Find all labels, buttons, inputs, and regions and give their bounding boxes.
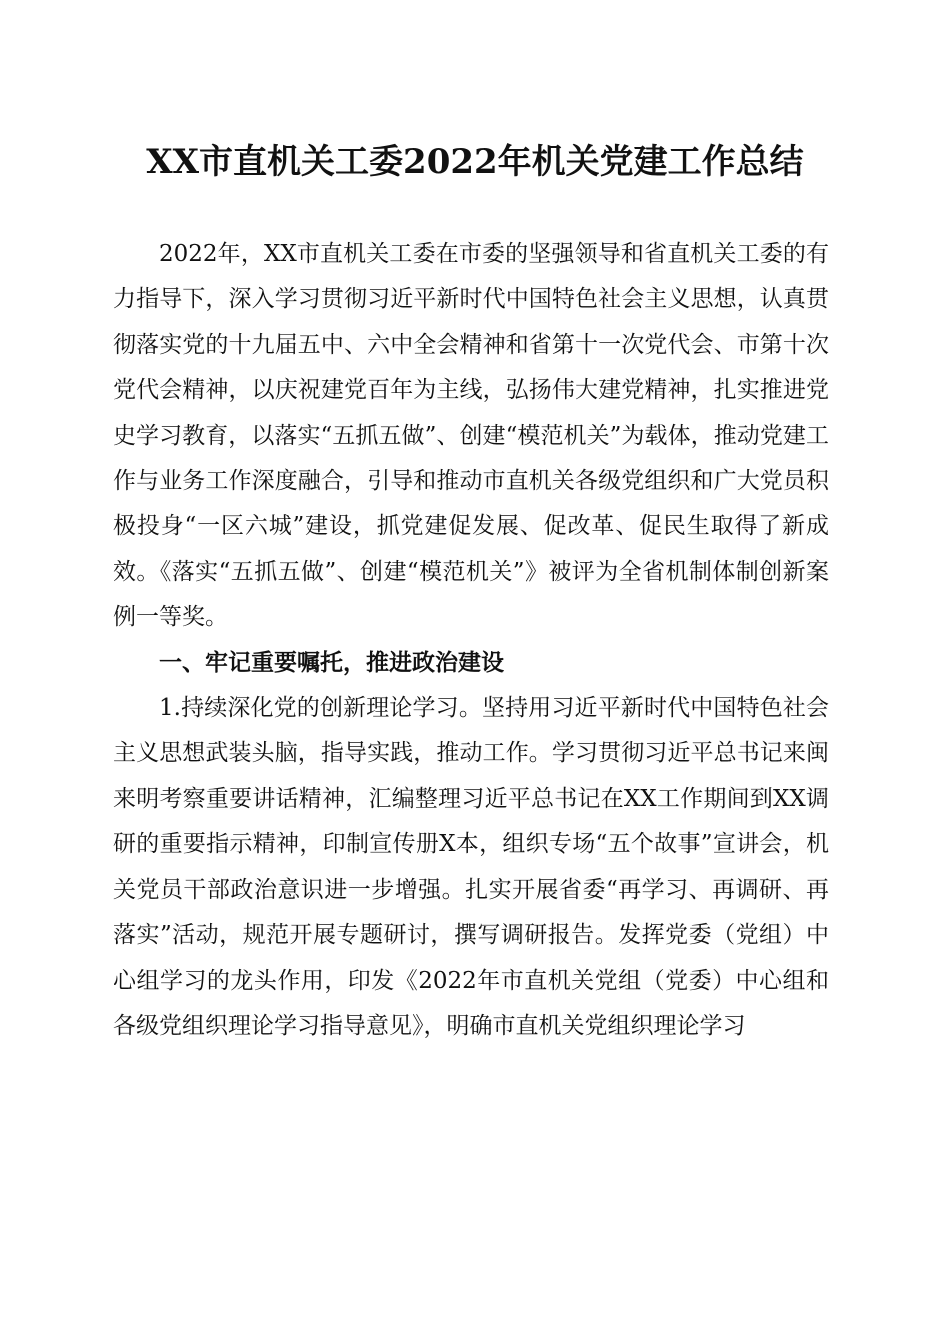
section-item-paragraph: 1.持续深化党的创新理论学习。坚持用习近平新时代中国特色社会主义思想武装头脑，指导实践，推动工作。学习贯彻习近平总书记来闽来明考察重要讲话精神，汇编整理习近平总书记在XX工作期间到XX调研的重要指示精神，印制宣传册X本，组织专场“五个故事”宣讲会，机关党员干部政治意识进一步增强。扎实开展省委“再学习、再调研、再落实”活动，规范开展专题研讨，撰写调研报告。发挥党委（党组）中心组学习的龙头作用，印发《2022年市直机关党组（党委）中心组和各级党组织理论学习指导意见》，明确市直机关党组织理论学习	[113, 695, 829, 1039]
intro-paragraph: 2022年，XX市直机关工委在市委的坚强领导和省直机关工委的有力指导下，深入学习贯彻习近平新时代中国特色社会主义思想，认真贯彻落实党的十九届五中、六中全会精神和省第十一次党代会、市第十次党代会精神，以庆祝建党百年为主线，弘扬伟大建党精神，扎实推进党史学习教育，以落实“五抓五做”、创建“模范机关”为载体，推动党建工作与业务工作深度融合，引导和推动市直机关各级党组织和广大党员积极投身“一区六城”建设，抓党建促发展、促改革、促民生取得了新成效。《落实“五抓五做”、创建“模范机关”》被评为全省机制体制创新案例一等奖。	[113, 241, 829, 631]
section-heading: 一、牢记重要嘱托，推进政治建设	[159, 649, 504, 676]
document-title: XX市直机关工委2022年机关党建工作总结	[146, 142, 804, 182]
document-body	[113, 232, 829, 1049]
